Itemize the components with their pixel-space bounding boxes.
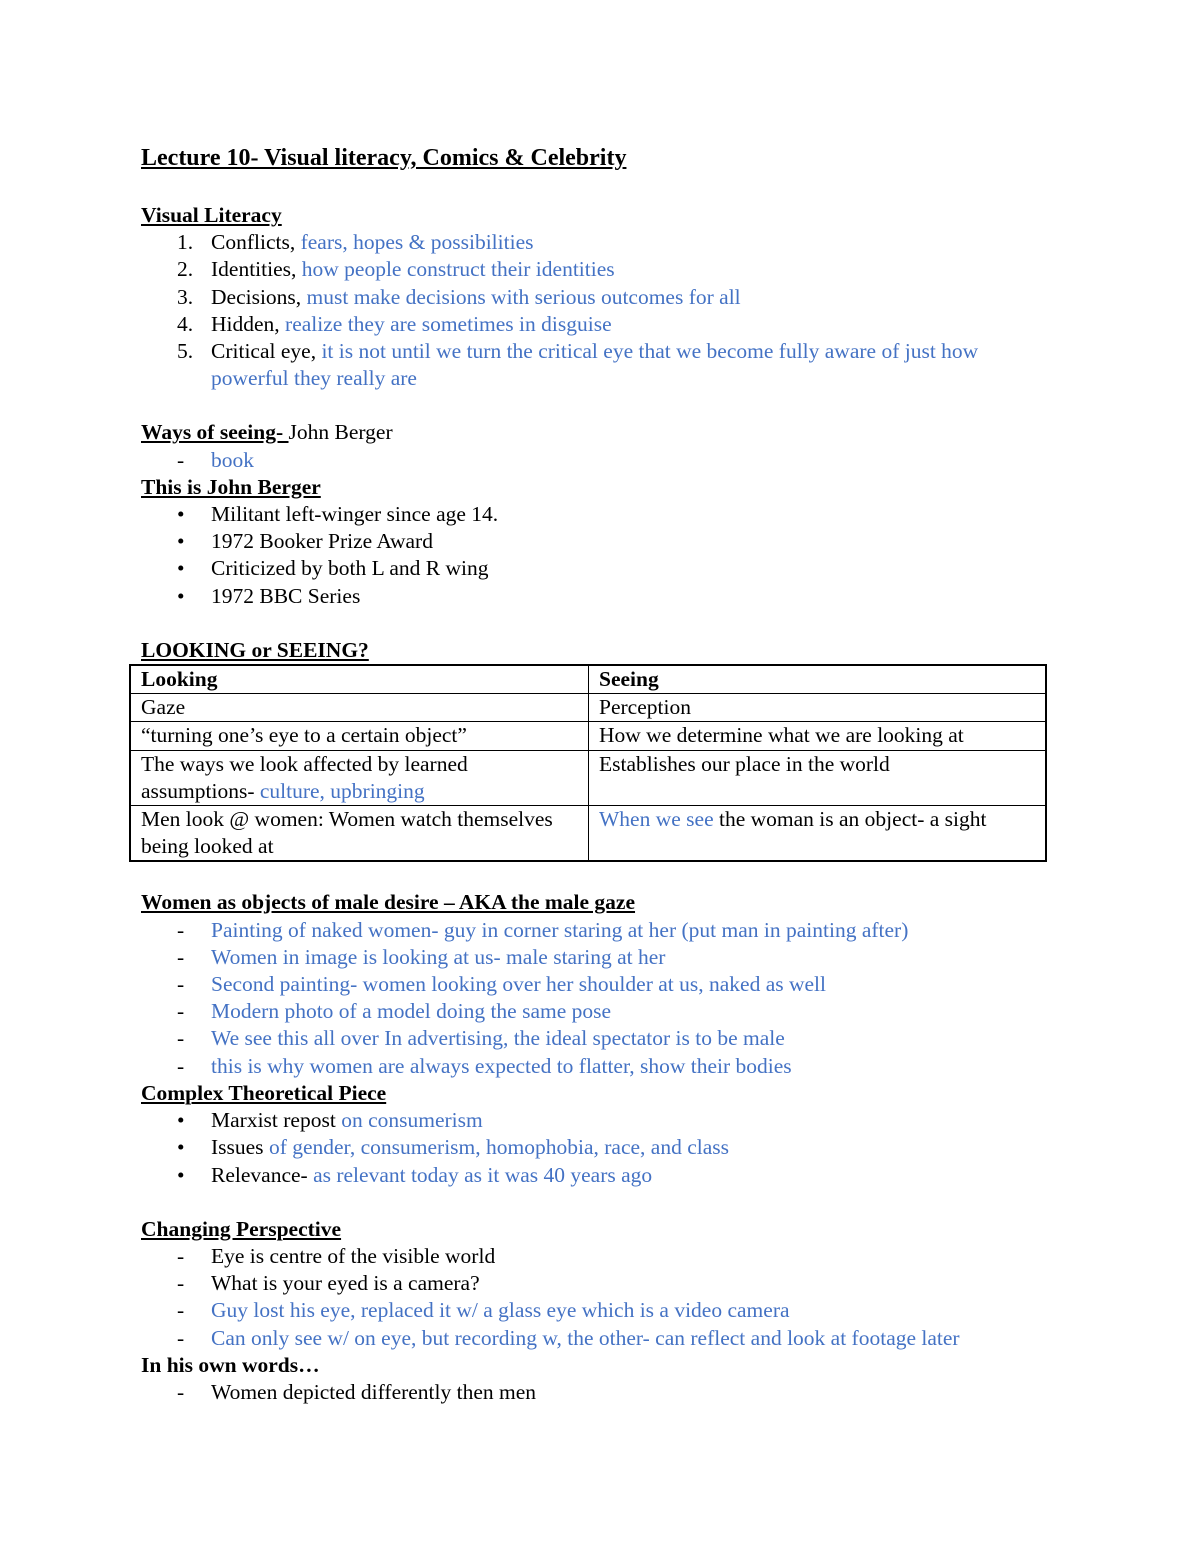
list-item [141,501,1051,528]
list-item [141,1053,1051,1080]
table-header-row [130,665,1046,694]
bullet-marker: • [177,502,185,527]
table-row [130,722,1046,750]
list-item [141,311,1051,338]
own-words-list [141,1379,1051,1406]
page-title: Lecture 10- Visual literacy, Comics & Celebrity [141,145,627,171]
table-row [130,806,1046,862]
list-number: 2. [177,257,194,282]
cell-text: How we determine what we are looking at [599,723,964,748]
cell-text: Gaze [141,695,186,720]
item-note: Painting of naked women- guy in corner staring at her (put man in painting after) [211,917,909,942]
dash-marker: - [177,447,185,472]
list-item [141,1325,1051,1352]
section-heading-visual-literacy: Visual Literacy [141,203,282,227]
table-cell [130,694,589,722]
dash-marker: - [177,917,185,942]
item-text: 1972 Booker Prize Award [211,529,433,554]
item-note: this is why women are always expected to flatter, show their bodies [211,1053,792,1078]
list-item [141,998,1051,1025]
item-note: how people construct their identities [301,257,615,282]
item-note: realize they are sometimes in disguise [285,311,612,336]
male-gaze-list [141,917,1051,1080]
looking-seeing-table [129,664,1047,862]
john-berger-list [141,501,1051,610]
section-heading-ways-of-seeing: Ways of seeing- [141,420,289,445]
section-heading-male-gaze: Women as objects of male desire – AKA the male gaze [141,890,636,915]
bullet-marker: • [177,1108,185,1133]
item-label: Marxist repost [211,1108,342,1133]
table-cell [130,750,589,805]
dash-marker: - [177,1271,185,1296]
list-item [141,1379,1051,1406]
item-note: it is not until we turn the critical eye that we become fully aware of just how powerful they really are [211,339,979,391]
column-header-seeing: Seeing [589,665,1047,694]
author-name: John Berger [288,420,393,445]
list-item [141,1107,1051,1134]
list-item [141,971,1051,998]
cell-note: When we see [599,807,719,832]
list-item [141,583,1051,610]
item-note: as relevant today as it was 40 years ago [313,1162,653,1187]
cell-text: Perception [599,695,691,720]
item-label: Identities, [211,257,302,282]
item-text: Militant left-winger since age 14. [211,502,499,527]
list-item [141,1134,1051,1161]
section-heading-complex-piece: Complex Theoretical Piece [141,1080,387,1105]
section-heading-changing-perspective: Changing Perspective [141,1216,342,1241]
list-number: 5. [177,339,194,364]
item-note: We see this all over In advertising, the ideal spectator is to be male [211,1026,785,1051]
list-item [141,1162,1051,1189]
list-number: 3. [177,284,194,309]
list-item [141,256,1051,283]
item-label: Issues [211,1135,269,1160]
visual-literacy-list [141,229,1051,392]
list-number: 4. [177,311,194,336]
cell-text: “turning one’s eye to a certain object” [141,723,467,748]
table-cell [130,806,589,862]
table-cell [130,722,589,750]
item-text: Criticized by both L and R wing [211,556,489,581]
item-note: on consumerism [341,1108,483,1133]
bullet-marker: • [177,1135,185,1160]
list-item [141,447,1051,474]
column-header-looking: Looking [130,665,589,694]
item-note: Guy lost his eye, replaced it w/ a glass eye which is a video camera [211,1298,790,1323]
dash-marker: - [177,1026,185,1051]
item-label: Decisions, [211,284,307,309]
list-item [141,917,1051,944]
table-row [130,750,1046,805]
ways-of-seeing-line [141,419,1051,446]
dash-marker: - [177,1298,185,1323]
bullet-marker: • [177,1162,185,1187]
complex-piece-list [141,1107,1051,1189]
list-item [141,1270,1051,1297]
table-cell [589,806,1047,862]
table-cell [589,750,1047,805]
list-item [141,528,1051,555]
dash-marker: - [177,1243,185,1268]
dash-marker: - [177,1325,185,1350]
bullet-marker: • [177,583,185,608]
document-page [141,142,1051,1406]
item-label: Conflicts, [211,230,301,255]
item-note: must make decisions with serious outcomes for all [306,284,741,309]
item-label: What is your eyed is a camera? [211,1271,480,1296]
list-item [141,1243,1051,1270]
cell-text: The ways we look affected by learned assumptions- [141,751,468,803]
bullet-marker: • [177,529,185,554]
section-heading-john-berger: This is John Berger [141,474,321,499]
dash-marker: - [177,1379,185,1404]
item-note: Can only see w/ on eye, but recording w, the other- can reflect and look at footage later [211,1325,960,1350]
ways-of-seeing-list [141,447,1051,474]
list-item [141,1025,1051,1052]
list-item [141,1297,1051,1324]
table-row [130,694,1046,722]
dash-marker: - [177,1053,185,1078]
section-heading-own-words: In his own words… [141,1352,320,1377]
list-item [141,338,1051,392]
item-text: 1972 BBC Series [211,583,361,608]
item-note: of gender, consumerism, homophobia, race, and class [268,1135,729,1160]
item-label: Critical eye, [211,339,322,364]
table-cell [589,694,1047,722]
item-label: Relevance- [211,1162,314,1187]
cell-text: the woman is an object- a sight [718,807,987,832]
item-text: Women depicted differently then men [211,1379,537,1404]
cell-note: culture, upbringing [259,778,425,803]
item-note: Women in image is looking at us- male staring at her [211,944,666,969]
list-number: 1. [177,230,194,255]
list-item [141,284,1051,311]
item-label: Hidden, [211,311,286,336]
item-note: Second painting- women looking over her shoulder at us, naked as well [211,972,826,997]
table-cell [589,722,1047,750]
item-note: fears, hopes & possibilities [300,230,534,255]
item-label: Eye is centre of the visible world [211,1243,496,1268]
item-note: Modern photo of a model doing the same pose [211,999,612,1024]
dash-marker: - [177,972,185,997]
cell-text: Men look @ women: Women watch themselves being looked at [141,807,553,859]
dash-marker: - [177,944,185,969]
section-heading-looking-or-seeing: LOOKING or SEEING? [141,637,369,662]
cell-text: Establishes our place in the world [599,751,890,776]
bullet-marker: • [177,556,185,581]
list-item [141,229,1051,256]
changing-perspective-list [141,1243,1051,1352]
list-item [141,555,1051,582]
list-item [141,944,1051,971]
dash-marker: - [177,999,185,1024]
item-note: book [211,447,254,472]
